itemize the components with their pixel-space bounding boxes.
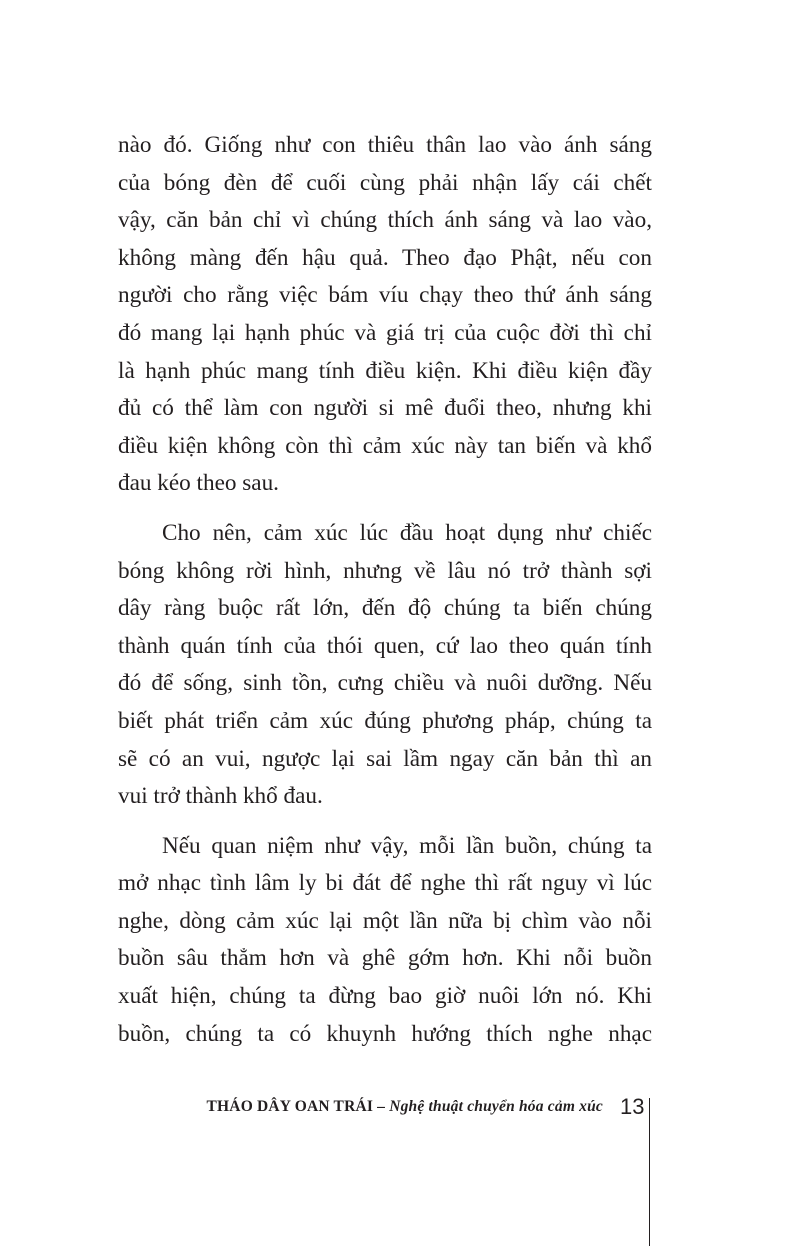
margin-rule — [649, 1098, 650, 1246]
text-line: biết phát triển cảm xúc đúng phương pháp, chúng ta — [118, 707, 652, 734]
paragraph — [118, 127, 652, 503]
text-line: bóng không rời hình, nhưng về lâu nó trở thành sợi — [118, 557, 652, 584]
page-number: 13 — [620, 1094, 645, 1119]
text-line: là hạnh phúc mang tính điều kiện. Khi điều kiện đầy — [118, 357, 652, 384]
text-line: sẽ có an vui, ngược lại sai lầm ngay căn bản thì an — [118, 745, 652, 772]
text-line: xuất hiện, chúng ta đừng bao giờ nuôi lớn nó. Khi — [118, 983, 652, 1010]
paragraph — [118, 828, 652, 1054]
text-line: đó để sống, sinh tồn, cưng chiều và nuôi dưỡng. Nếu — [118, 670, 652, 697]
book-subtitle: Nghệ thuật chuyển hóa cảm xúc — [389, 1098, 603, 1115]
text-line: nghe, dòng cảm xúc lại một lần nữa bị chìm vào nỗi — [118, 907, 652, 934]
text-line: Nếu quan niệm như vậy, mỗi lần buồn, chúng ta — [162, 832, 652, 859]
text-line: không màng đến hậu quả. Theo đạo Phật, nếu con — [118, 244, 652, 271]
paragraph-gap — [118, 503, 652, 515]
text-line: mở nhạc tình lâm ly bi đát để nghe thì rất nguy vì lúc — [118, 870, 652, 897]
text-line: người cho rằng việc bám víu chạy theo thứ ánh sáng — [118, 282, 652, 309]
paragraph — [118, 515, 652, 816]
text-line: vui trở thành khổ đau. — [118, 783, 323, 810]
text-line: đủ có thể làm con người si mê đuổi theo, nhưng khi — [118, 395, 652, 422]
text-line: buồn, chúng ta có khuynh hướng thích nghe nhạc — [118, 1020, 652, 1047]
body-text — [118, 127, 652, 1053]
text-line: đó mang lại hạnh phúc và giá trị của cuộc đời thì chỉ — [118, 319, 652, 346]
text-line: đau kéo theo sau. — [118, 470, 279, 497]
text-line: điều kiện không còn thì cảm xúc này tan biến và khổ — [118, 432, 652, 459]
paragraph-gap — [118, 816, 652, 828]
text-line: nào đó. Giống như con thiêu thân lao vào ánh sáng — [118, 132, 652, 158]
book-title: THÁO DÂY OAN TRÁI — [206, 1098, 374, 1115]
text-line: thành quán tính của thói quen, cứ lao theo quán tính — [118, 632, 652, 659]
running-head — [207, 1098, 604, 1116]
text-line: buồn sâu thẳm hơn và ghê gớm hơn. Khi nỗi buồn — [118, 945, 652, 972]
text-line: Cho nên, cảm xúc lúc đầu hoạt dụng như chiếc — [162, 519, 652, 546]
text-line: dây ràng buộc rất lớn, đến độ chúng ta biến chúng — [118, 595, 652, 622]
title-separator: – — [373, 1098, 390, 1115]
text-line: vậy, căn bản chỉ vì chúng thích ánh sáng và lao vào, — [118, 207, 652, 234]
text-line: của bóng đèn để cuối cùng phải nhận lấy cái chết — [118, 169, 652, 196]
page-footer — [0, 1094, 785, 1124]
